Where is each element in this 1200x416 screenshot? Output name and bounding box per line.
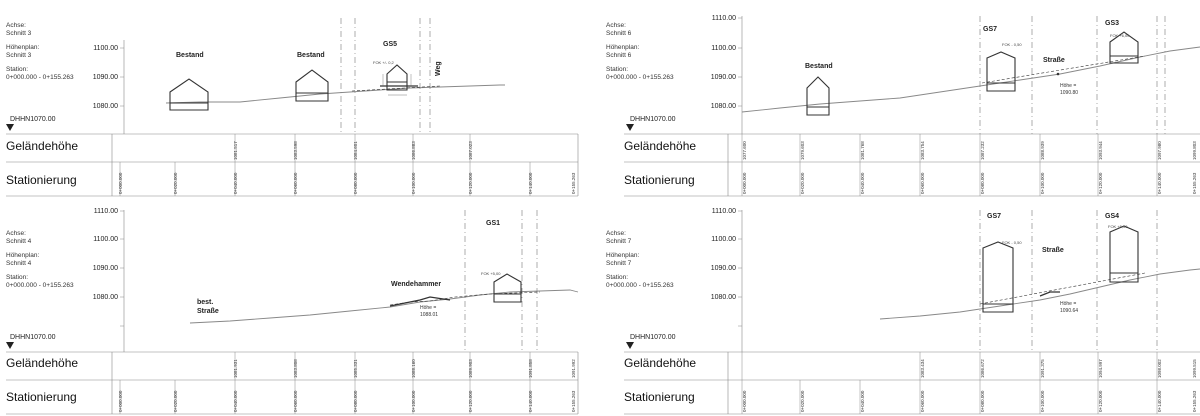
station-value: 0+080.000 xyxy=(353,390,358,412)
station-value: 0+120.000 xyxy=(1098,172,1103,194)
annotation-gs5: GS5 xyxy=(383,41,398,48)
hoehenplan-label: Höhenplan: xyxy=(6,252,40,259)
station-value: 0+155.263 xyxy=(1192,390,1197,412)
gelaende-value: 1099.515 xyxy=(1192,359,1197,378)
station-value: 0+100.000 xyxy=(1040,390,1045,412)
annotation-wendehammer: Wendehammer xyxy=(391,281,442,288)
station-value: 0+100.000 xyxy=(411,390,416,412)
elev-label: 1080.00 xyxy=(92,294,118,301)
achse-value: Schnitt 3 xyxy=(6,30,32,37)
station-value: 0+155.263 xyxy=(1192,172,1197,194)
elev-label: 1080.00 xyxy=(710,294,736,301)
achse-value: Schnitt 4 xyxy=(6,238,32,245)
annotation-fok: FOK +5,50 xyxy=(1108,224,1128,229)
datum-label: DHHN1070.00 xyxy=(10,334,56,341)
station-value: 0+100.000 xyxy=(411,172,416,194)
station-value: 0+040.000 xyxy=(860,172,865,194)
gelaende-value: 1087.232 xyxy=(980,141,985,160)
station-label: Station: xyxy=(6,66,29,73)
station-value: 0+020.000 xyxy=(173,172,178,194)
station-value: 0+020.000 xyxy=(800,390,805,412)
gelaende-value: 1083.754 xyxy=(920,141,925,160)
station-value: 0+000.000 - 0+155.263 xyxy=(606,282,674,289)
annotation-fok: FOK - 0,50 xyxy=(1002,240,1022,245)
hoehenplan-value: Schnitt 4 xyxy=(6,260,32,267)
gelaende-value: 1098.002 xyxy=(1157,359,1162,378)
gelaende-value: 1089.903 xyxy=(468,359,473,378)
gelaende-value: 1088.939 xyxy=(1040,141,1045,160)
building-bestand-1 xyxy=(170,79,208,110)
terrain-line xyxy=(880,269,1200,319)
elev-label: 1100.00 xyxy=(93,236,118,243)
elev-label: 1090.00 xyxy=(710,265,736,272)
hoehenplan-label: Höhenplan: xyxy=(606,252,640,259)
elev-label: 1080.00 xyxy=(710,103,736,110)
station-value: 0+140.000 xyxy=(528,390,533,412)
gelaende-value: 1086.672 xyxy=(980,359,985,378)
hoehenplan-value: Schnitt 6 xyxy=(606,52,632,59)
annotation-hoehe-value: 1090.80 xyxy=(1060,90,1079,96)
achse-value: Schnitt 6 xyxy=(606,30,632,37)
annotation-bestand: Bestand xyxy=(297,52,325,59)
station-value: 0+000.000 xyxy=(118,390,123,412)
gelaende-value: 1083.808 xyxy=(293,359,298,378)
elev-label: 1090.00 xyxy=(710,74,736,81)
annotation-bestand: Bestand xyxy=(805,63,833,70)
station-value: 0+060.000 xyxy=(920,172,925,194)
station-value: 0+155.263 xyxy=(571,172,576,194)
row-label-gelaendehoehe: Geländehöhe xyxy=(6,139,79,153)
hoehenplan-label: Höhenplan: xyxy=(6,44,40,51)
annotation-hoehe: Höhe = xyxy=(1060,83,1077,89)
annotation-bestand: Bestand xyxy=(176,52,204,59)
station-value: 0+020.000 xyxy=(800,172,805,194)
building-gs7 xyxy=(983,242,1013,312)
gelaende-value: 1087.023 xyxy=(468,141,473,160)
elev-label: 1080.00 xyxy=(92,103,118,110)
achse-label: Achse: xyxy=(6,230,26,237)
gelaende-value: 1094.997 xyxy=(1098,359,1103,378)
station-value: 0+120.000 xyxy=(1098,390,1103,412)
row-label-gelaendehoehe: Geländehöhe xyxy=(6,356,79,370)
station-value: 0+120.000 xyxy=(468,172,473,194)
achse-label: Achse: xyxy=(606,230,626,237)
gelaende-value: 1084.601 xyxy=(353,141,358,160)
gelaende-value: 1081.517 xyxy=(233,141,238,160)
row-label-stationierung: Stationierung xyxy=(624,390,695,404)
station-value: 0+140.000 xyxy=(528,172,533,194)
row-label-stationierung: Stationierung xyxy=(6,173,77,187)
station-value: 0+080.000 xyxy=(353,172,358,194)
elev-label: 1100.00 xyxy=(711,45,736,52)
station-value: 0+155.263 xyxy=(571,390,576,412)
achse-label: Achse: xyxy=(6,22,26,29)
annotation-strasse: Straße xyxy=(1043,57,1065,64)
building-gs5 xyxy=(380,65,418,90)
hoehenplan-value: Schnitt 7 xyxy=(606,260,632,267)
annotation-weg: Weg xyxy=(435,61,442,76)
hoehenplan-label: Höhenplan: xyxy=(606,44,640,51)
datum-label: DHHN1070.00 xyxy=(630,334,676,341)
elev-label: 1100.00 xyxy=(711,236,736,243)
station-value: 0+040.000 xyxy=(233,172,238,194)
annotation-gs3: GS3 xyxy=(1105,20,1120,27)
building-gs1 xyxy=(494,274,521,302)
datum-label: DHHN1070.00 xyxy=(630,116,676,123)
row-label-gelaendehoehe: Geländehöhe xyxy=(624,356,697,370)
station-value: 0+000.000 xyxy=(118,172,123,194)
station-value: 0+000.000 - 0+155.263 xyxy=(6,74,74,81)
station-value: 0+080.000 xyxy=(980,390,985,412)
elev-label: 1110.00 xyxy=(93,208,118,215)
station-value: 0+000.000 - 0+155.263 xyxy=(6,282,74,289)
station-value: 0+140.000 xyxy=(1157,390,1162,412)
gelaende-value: 1077.600 xyxy=(742,141,747,160)
station-value: 0+140.000 xyxy=(1157,172,1162,194)
gelaende-value: 1091.992 xyxy=(571,359,576,378)
section-panel-schnitt-7 xyxy=(600,208,1200,416)
station-value: 0+040.000 xyxy=(860,390,865,412)
gelaende-value: 1097.980 xyxy=(1157,141,1162,160)
gelaende-value: 1093.944 xyxy=(1098,141,1103,160)
terrain-line xyxy=(190,290,578,323)
annotation-best: best. xyxy=(197,299,214,306)
section-panel-schnitt-6 xyxy=(600,0,1200,208)
terrain-line xyxy=(742,47,1200,112)
gelaende-value: 1088.160 xyxy=(411,359,416,378)
annotation-gs7: GS7 xyxy=(983,26,998,33)
annotation-gs7: GS7 xyxy=(987,213,1002,220)
elev-label: 1110.00 xyxy=(711,208,736,215)
annotation-hoehe: Höhe = xyxy=(1060,301,1077,307)
section-panel-schnitt-4 xyxy=(0,208,600,416)
elev-label: 1110.00 xyxy=(711,15,736,22)
station-value: 0+100.000 xyxy=(1040,172,1045,194)
row-label-stationierung: Stationierung xyxy=(624,173,695,187)
gelaende-value: 1091.858 xyxy=(528,359,533,378)
datum-label: DHHN1070.00 xyxy=(10,116,56,123)
gelaende-value: 1079.603 xyxy=(800,141,805,160)
gelaende-value: 1091.375 xyxy=(1040,359,1045,378)
gelaende-value: 1086.883 xyxy=(411,141,416,160)
gelaende-value: 1083.598 xyxy=(293,141,298,160)
station-value: 0+060.000 xyxy=(920,390,925,412)
terrain-line xyxy=(166,85,505,103)
gelaende-value: 1083.434 xyxy=(920,359,925,378)
station-label: Station: xyxy=(606,66,629,73)
annotation-fok: FOK +6,00 xyxy=(1110,33,1130,38)
station-value: 0+120.000 xyxy=(468,390,473,412)
annotation-gs1: GS1 xyxy=(486,220,501,227)
profile-drawing xyxy=(600,0,1200,208)
station-value: 0+060.000 xyxy=(293,390,298,412)
annotation-gs4: GS4 xyxy=(1105,213,1120,220)
gelaende-value: 1085.331 xyxy=(353,359,358,378)
profile-drawing xyxy=(600,208,1200,416)
annotation-hoehe: Höhe = xyxy=(420,305,437,311)
annotation-strasse: Straße xyxy=(197,308,219,315)
annotation-fok: FOK +5,00 xyxy=(481,271,501,276)
profile-drawing xyxy=(0,0,600,208)
station-value: 0+000.000 xyxy=(742,390,747,412)
profile-drawing xyxy=(0,208,600,416)
section-panel-schnitt-3 xyxy=(0,0,600,208)
station-label: Station: xyxy=(606,274,629,281)
gelaende-value: 1099.803 xyxy=(1192,141,1197,160)
row-label-gelaendehoehe: Geländehöhe xyxy=(624,139,697,153)
elev-label: 1090.00 xyxy=(92,265,118,272)
annotation-fok: FOK - 0,50 xyxy=(1002,42,1022,47)
gelaende-value: 1081.768 xyxy=(860,141,865,160)
row-label-stationierung: Stationierung xyxy=(6,390,77,404)
annotation-fok: FOK +/- 0,2 xyxy=(373,60,394,65)
hoehenplan-value: Schnitt 3 xyxy=(6,52,32,59)
station-label: Station: xyxy=(6,274,29,281)
station-value: 0+080.000 xyxy=(980,172,985,194)
elev-label: 1090.00 xyxy=(92,74,118,81)
building-bestand xyxy=(807,77,829,115)
station-value: 0+040.000 xyxy=(233,390,238,412)
annotation-hoehe-value: 1090.64 xyxy=(1060,308,1079,314)
elev-label: 1100.00 xyxy=(93,45,118,52)
building-gs7 xyxy=(987,52,1015,91)
station-value: 0+060.000 xyxy=(293,172,298,194)
station-value: 0+000.000 xyxy=(742,172,747,194)
gelaende-value: 1081.931 xyxy=(233,359,238,378)
building-gs4 xyxy=(1110,226,1138,282)
station-value: 0+020.000 xyxy=(173,390,178,412)
achse-label: Achse: xyxy=(606,22,626,29)
annotation-strasse: Straße xyxy=(1042,247,1064,254)
station-value: 0+000.000 - 0+155.263 xyxy=(606,74,674,81)
annotation-hoehe-value: 1088.01 xyxy=(420,312,439,318)
achse-value: Schnitt 7 xyxy=(606,238,632,245)
